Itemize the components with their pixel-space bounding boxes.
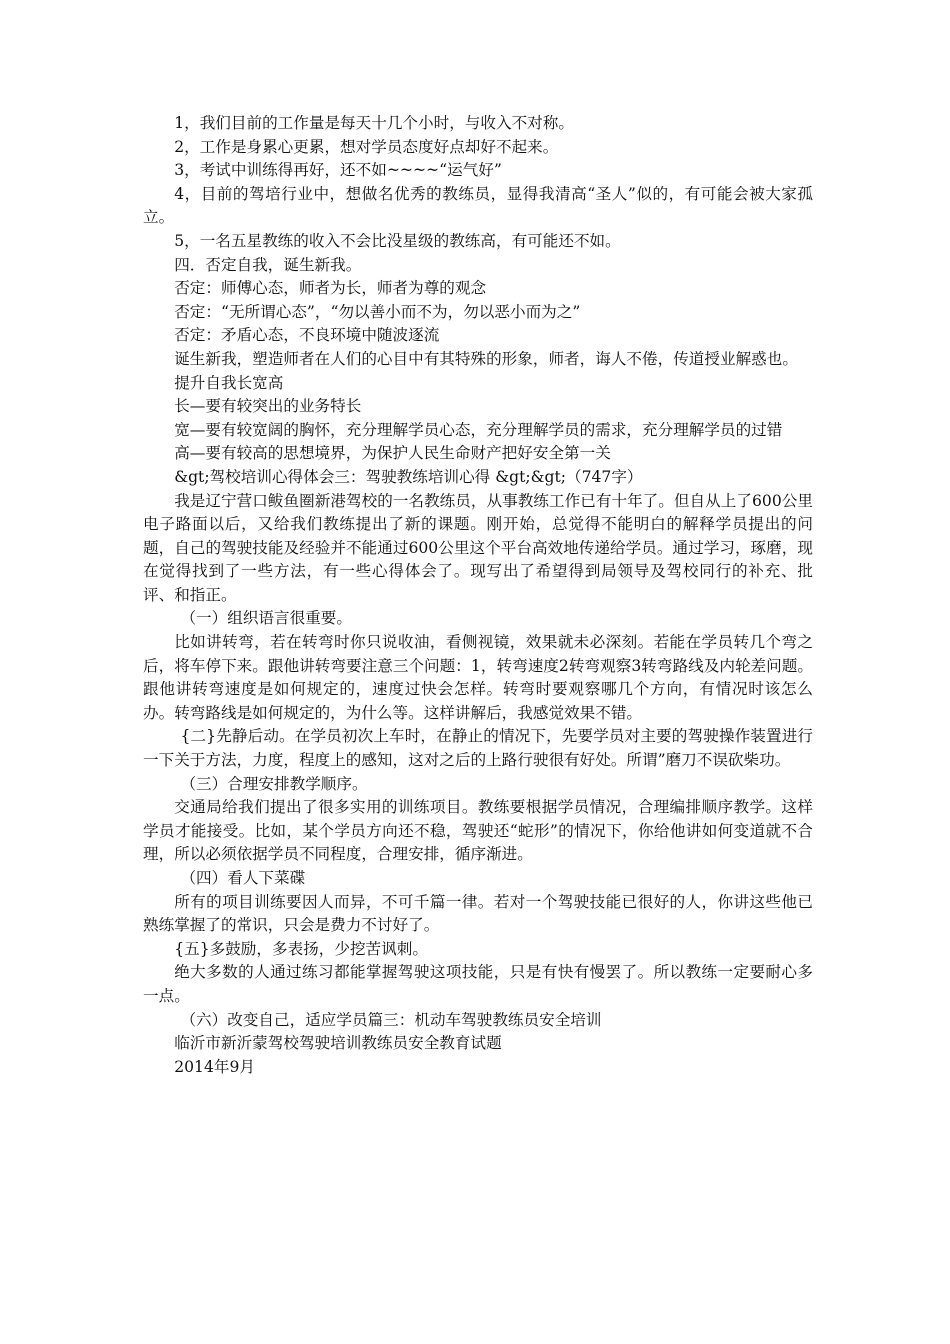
paragraph-3: 3，考试中训练得再好，还不如~~~~“运气好” bbox=[174, 161, 502, 180]
section-heading-4: 四．否定自我，诞生新我。 bbox=[174, 255, 362, 274]
paragraph-negate-1: 否定：师傅心态，师者为长，师者为尊的观念 bbox=[174, 279, 487, 298]
subheading-3: （三）合理安排教学顺序。 bbox=[180, 774, 368, 793]
paragraph-turning: 比如讲转弯，若在转弯时你只说收油，看侧视镜，效果就未必深刻。若能在学员转几个弯之后，将车停下来。跟他讲转弯要注意三个问题：1，转弯速度2转弯观察3转弯路线及内轮差问题。跟他讲转弯速度是如何规定的，速度过快会怎样。转弯时要观察哪几个方向，有情况时该怎么办。转弯路线是如何规定的，为什么等。这样讲解后，我感觉效果不错。 bbox=[143, 633, 813, 722]
paragraph-1: 1，我们目前的工作量是每天十几个小时，与收入不对称。 bbox=[174, 114, 574, 132]
paragraph-negate-2: 否定：“无所谓心态”，“勿以善小而不为，勿以恶小而为之” bbox=[174, 302, 581, 321]
paragraph-intro: 我是辽宁营口鲅鱼圈新港驾校的一名教练员，从事教练工作已有十年了。但自从上了600公里电子路面以后，又给我们教练提出了新的课题。刚开始，总觉得不能明白的解释学员提出的问题，自己的驾驶技能及经验并不能通过600公里这个平台高效地传递给学员。通过学习，琢磨，现在觉得找到了一些方法，有一些心得体会了。现写出了希望得到局领导及驾校同行的补充、批评、和指正。 bbox=[143, 491, 813, 604]
subheading-4: （四）看人下菜碟 bbox=[180, 869, 306, 887]
paragraph-width: 宽—要有较宽阔的胸怀，充分理解学员心态，充分理解学员的需求，充分理解学员的过错 bbox=[174, 420, 783, 439]
paragraph-order: 交通局给我们提出了很多实用的训练项目。教练要根据学员情况，合理编排顺序教学。这样学员才能接受。比如，某个学员方向还不稳，驾驶还“蛇形”的情况下，你给他讲如何变道就不合理，所以必须依据学员不同程度，合理安排，循序渐进。 bbox=[143, 798, 813, 864]
paragraph-length: 长—要有较突出的业务特长 bbox=[174, 397, 362, 416]
subheading-5: {五}多鼓励，多表扬，少挖苦讽刺。 bbox=[174, 939, 428, 958]
paragraph-static-first: {二}先静后动。在学员初次上车时，在静止的情况下，先要学员对主要的驾驶操作装置进行一下关于方法，力度，程度上的感知，这对之后的上路行驶很有好处。所谓”磨刀不误砍柴功。 bbox=[143, 727, 813, 770]
article-three-heading: &gt;驾校培训心得体会三：驾驶教练培训心得 &gt;&gt;（747字） bbox=[174, 467, 643, 486]
paragraph-4: 4，目前的驾培行业中，想做名优秀的教练员，显得我清高“圣人”似的，有可能会被大家孤立。 bbox=[143, 184, 813, 227]
document-body bbox=[143, 112, 813, 1079]
subheading-1: （一）组织语言很重要。 bbox=[180, 609, 352, 628]
paragraph-negate-3: 否定：矛盾心态，不良环境中随波逐流 bbox=[174, 326, 440, 345]
paragraph-patience: 绝大多数的人通过练习都能掌握驾驶这项技能，只是有快有慢罢了。所以教练一定要耐心多一点。 bbox=[143, 963, 813, 1005]
paragraph-height: 高—要有较高的思想境界，为保护人民生命财产把好安全第一关 bbox=[174, 444, 611, 463]
paragraph-improve-heading: 提升自我长宽高 bbox=[174, 373, 284, 392]
paragraph-date: 2014年9月 bbox=[174, 1057, 255, 1076]
paragraph-new-self: 诞生新我，塑造师者在人们的心目中有其特殊的形象，师者，诲人不倦，传道授业解惑也。 bbox=[174, 349, 798, 368]
paragraph-individual: 所有的项目训练要因人而异，不可千篇一律。若对一个驾驶技能已很好的人，你讲这些他已熟练掌握了的常识，只会是费力不讨好了。 bbox=[143, 892, 813, 935]
paragraph-2: 2，工作是身累心更累，想对学员态度好点却好不起来。 bbox=[174, 137, 559, 156]
paragraph-5: 5，一名五星教练的收入不会比没星级的教练高，有可能还不如。 bbox=[174, 231, 621, 250]
paragraph-exam-title: 临沂市新沂蒙驾校驾驶培训教练员安全教育试题 bbox=[174, 1034, 502, 1053]
subheading-6: （六）改变自己，适应学员篇三：机动车驾驶教练员安全培训 bbox=[180, 1010, 602, 1029]
